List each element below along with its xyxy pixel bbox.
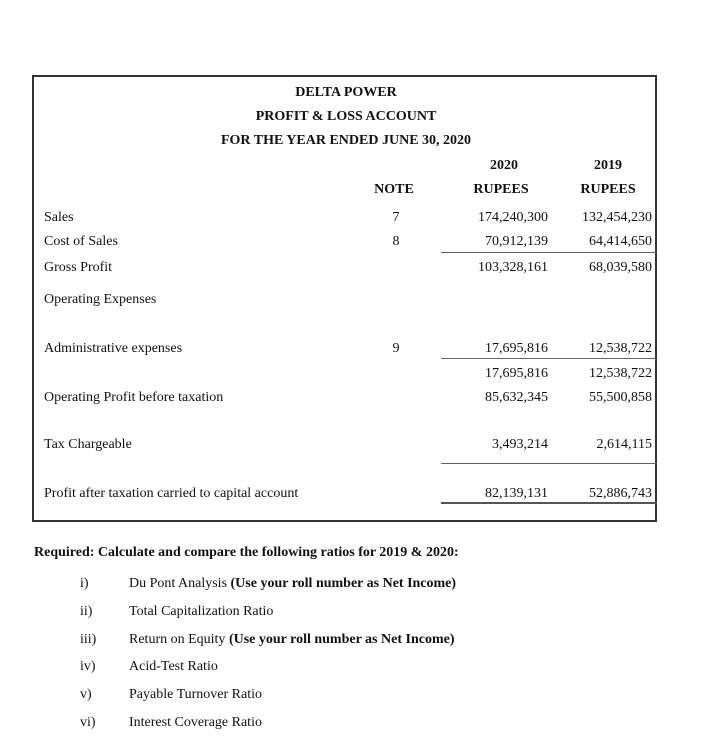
item-text: Total Capitalization Ratio xyxy=(129,603,274,619)
row-value-2019: 52,886,743 xyxy=(589,486,652,501)
item-number: ii) xyxy=(80,603,93,619)
row-value-2019: 64,414,650 xyxy=(589,234,652,249)
row-label: Cost of Sales xyxy=(44,234,118,249)
item-number: iii) xyxy=(80,631,97,647)
row-value-2019: 12,538,722 xyxy=(589,341,652,356)
subtotal-line xyxy=(441,252,657,253)
row-label: Operating Profit before taxation xyxy=(44,390,224,405)
item-text: Return on Equity xyxy=(129,631,229,647)
item-text: Payable Turnover Ratio xyxy=(129,687,262,703)
item-note: (Use your roll number as Net Income) xyxy=(230,576,457,591)
row-label: Profit after taxation carried to capital account xyxy=(44,486,299,501)
company-name: DELTA POWER xyxy=(295,85,397,100)
statement-period: FOR THE YEAR ENDED JUNE 30, 2020 xyxy=(220,133,472,148)
note-header: NOTE xyxy=(374,182,414,197)
row-label: Tax Chargeable xyxy=(44,437,132,452)
row-value-2020: 85,632,345 xyxy=(485,390,548,405)
row-value-2019: 2,614,115 xyxy=(596,437,652,452)
row-value-2019: 12,538,722 xyxy=(589,366,652,381)
row-value-2020: 70,912,139 xyxy=(485,234,548,249)
statement-title: PROFIT & LOSS ACCOUNT xyxy=(255,109,437,124)
row-value-2019: 55,500,858 xyxy=(589,390,652,405)
row-label: Sales xyxy=(44,210,74,225)
row-label: Administrative expenses xyxy=(44,341,183,356)
item-note: (Use your roll number as Net Income) xyxy=(228,631,455,647)
row-value-2019: 132,454,230 xyxy=(582,210,652,225)
row-value-2020: 103,328,161 xyxy=(478,260,548,275)
row-label: Operating Expenses xyxy=(44,292,157,307)
year-2020-header: 2020 xyxy=(490,158,518,173)
item-number: i) xyxy=(80,576,89,591)
item-text: Acid-Test Ratio xyxy=(129,659,218,675)
subtotal-line xyxy=(441,463,657,464)
row-value-2020: 17,695,816 xyxy=(485,366,548,381)
item-number: iv) xyxy=(80,659,96,675)
row-value-2020: 17,695,816 xyxy=(485,341,548,356)
required-heading: Required: Calculate and compare the following ratios for 2019 & 2020: xyxy=(34,545,459,560)
currency-2020-header: RUPEES xyxy=(473,182,529,197)
total-line xyxy=(441,502,657,504)
row-label: Gross Profit xyxy=(44,260,113,275)
item-number: vi) xyxy=(80,715,96,730)
row-note: 7 xyxy=(392,210,400,225)
currency-2019-header: RUPEES xyxy=(580,182,636,197)
row-value-2020: 82,139,131 xyxy=(485,486,548,501)
item-text: Interest Coverage Ratio xyxy=(129,715,262,730)
item-number: v) xyxy=(80,687,92,703)
year-2019-header: 2019 xyxy=(594,158,622,173)
item-text: Du Pont Analysis xyxy=(129,576,231,591)
subtotal-line xyxy=(441,358,657,359)
row-value-2019: 68,039,580 xyxy=(589,260,652,275)
row-note: 8 xyxy=(392,234,400,249)
row-note: 9 xyxy=(392,341,400,356)
row-value-2020: 3,493,214 xyxy=(492,437,548,452)
row-value-2020: 174,240,300 xyxy=(478,210,548,225)
